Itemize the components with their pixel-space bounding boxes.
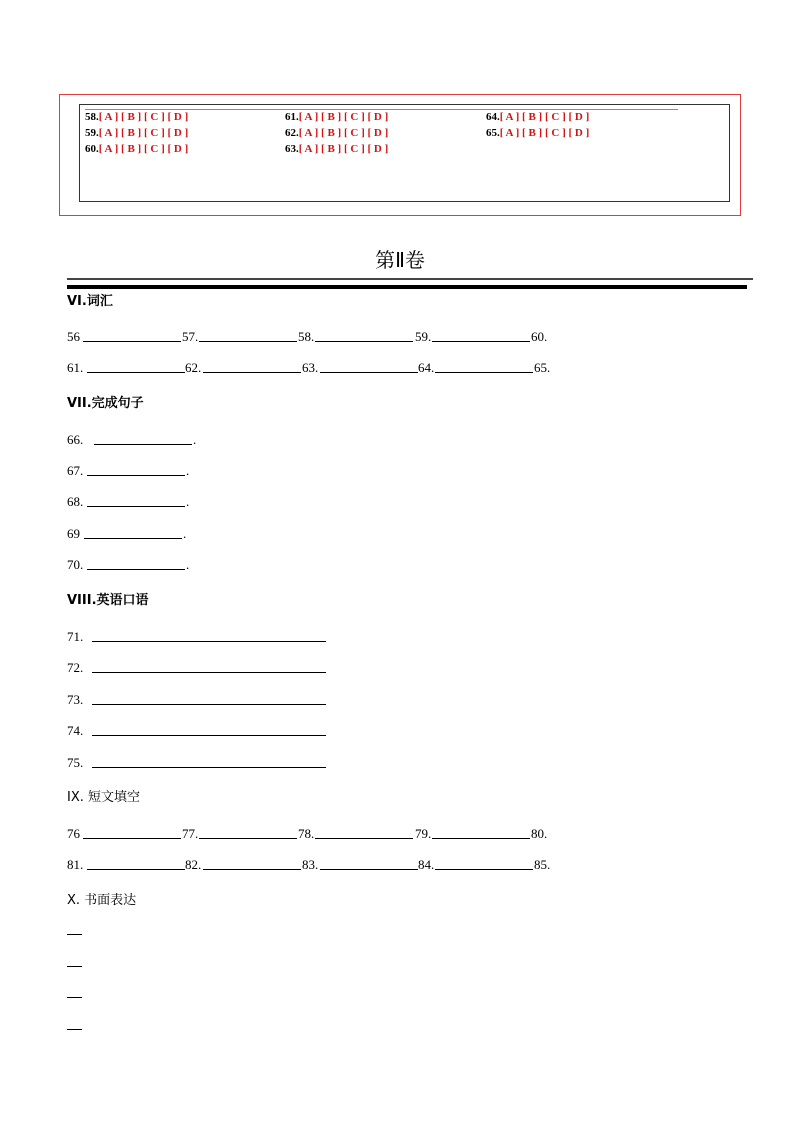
vocab-blank-59[interactable]: [432, 328, 530, 342]
cloze-label-85: 85.: [534, 857, 551, 872]
cloze-blank-82[interactable]: [203, 856, 301, 870]
sentence-label-67: 67.: [67, 463, 84, 478]
cloze-label-80: 80.: [531, 826, 548, 841]
cloze-label-84: 84.: [418, 857, 435, 872]
cloze-label-79: 79.: [415, 826, 432, 841]
vocab-blank-62[interactable]: [203, 359, 301, 373]
vocab-blank-61[interactable]: [87, 359, 185, 373]
choice-65[interactable]: 65.[ A ] [ B ] [ C ] [ D ]: [486, 127, 590, 139]
sentence-label-70: 70.: [67, 557, 84, 572]
cloze-label-77: 77.: [182, 826, 199, 841]
cloze-label-76: 76: [67, 826, 80, 841]
cloze-blank-76[interactable]: [83, 825, 181, 839]
cloze-blank-81[interactable]: [87, 856, 185, 870]
section-writing-heading: X. 书面表达: [67, 893, 137, 908]
cloze-blank-77[interactable]: [199, 825, 297, 839]
vocab-blank-57[interactable]: [199, 328, 297, 342]
sentence-blank-68[interactable]: [87, 493, 185, 507]
oral-label-75: 75.: [67, 755, 84, 770]
vocab-label-64: 64.: [418, 360, 435, 375]
cloze-label-81: 81.: [67, 857, 84, 872]
writing-line-3[interactable]: [67, 997, 82, 998]
choice-63[interactable]: 63.[ A ] [ B ] [ C ] [ D ]: [285, 143, 389, 155]
oral-label-72: 72.: [67, 660, 84, 675]
vocab-label-65: 65.: [534, 360, 551, 375]
sentence-blank-69[interactable]: [84, 525, 182, 539]
vocab-blank-63[interactable]: [320, 359, 418, 373]
cloze-blank-83[interactable]: [320, 856, 418, 870]
writing-line-1[interactable]: [67, 934, 82, 935]
writing-line-4[interactable]: [67, 1029, 82, 1030]
cloze-label-82: 82.: [185, 857, 202, 872]
volume-title: 第Ⅱ卷: [375, 248, 425, 272]
sentence-blank-67[interactable]: [87, 462, 185, 476]
vocab-label-58: 58.: [298, 329, 315, 344]
oral-blank-73[interactable]: [92, 691, 326, 705]
oral-label-71: 71.: [67, 629, 84, 644]
section-cloze-heading: IX. 短文填空: [67, 790, 141, 805]
choice-62[interactable]: 62.[ A ] [ B ] [ C ] [ D ]: [285, 127, 389, 139]
choice-59[interactable]: 59.[ A ] [ B ] [ C ] [ D ]: [85, 127, 189, 139]
oral-blank-72[interactable]: [92, 659, 326, 673]
vocab-label-59: 59.: [415, 329, 432, 344]
cloze-blank-84[interactable]: [435, 856, 533, 870]
title-rule-thick: [67, 285, 747, 289]
oral-blank-74[interactable]: [92, 722, 326, 736]
vocab-blank-56[interactable]: [83, 328, 181, 342]
cloze-blank-78[interactable]: [315, 825, 413, 839]
vocab-label-63: 63.: [302, 360, 319, 375]
section-sentences-heading: VII.完成句子: [67, 396, 144, 411]
vocab-label-62: 62.: [185, 360, 202, 375]
choice-64[interactable]: 64.[ A ] [ B ] [ C ] [ D ]: [486, 111, 590, 123]
answer-card-top-line: [85, 109, 678, 110]
sentence-label-66: 66.: [67, 432, 84, 447]
choice-61[interactable]: 61.[ A ] [ B ] [ C ] [ D ]: [285, 111, 389, 123]
choice-58[interactable]: 58.[ A ] [ B ] [ C ] [ D ]: [85, 111, 189, 123]
oral-label-73: 73.: [67, 692, 84, 707]
vocab-label-60: 60.: [531, 329, 548, 344]
sentence-blank-70[interactable]: [87, 556, 185, 570]
cloze-label-83: 83.: [302, 857, 319, 872]
sentence-period-69: .: [183, 526, 187, 541]
oral-blank-71[interactable]: [92, 628, 326, 642]
sentence-period-67: .: [186, 463, 190, 478]
choice-60[interactable]: 60.[ A ] [ B ] [ C ] [ D ]: [85, 143, 189, 155]
sentence-label-68: 68.: [67, 494, 84, 509]
vocab-label-56: 56: [67, 329, 80, 344]
sentence-period-68: .: [186, 494, 190, 509]
cloze-label-78: 78.: [298, 826, 315, 841]
vocab-label-57: 57.: [182, 329, 199, 344]
title-rule-thin: [67, 278, 753, 280]
vocab-blank-58[interactable]: [315, 328, 413, 342]
sentence-period-70: .: [186, 557, 190, 572]
writing-line-2[interactable]: [67, 966, 82, 967]
oral-label-74: 74.: [67, 723, 84, 738]
sentence-period-66: .: [193, 432, 197, 447]
sentence-label-69: 69: [67, 526, 80, 541]
vocab-label-61: 61.: [67, 360, 84, 375]
sentence-blank-66[interactable]: [94, 431, 192, 445]
section-oral-heading: VIII.英语口语: [67, 593, 149, 608]
cloze-blank-79[interactable]: [432, 825, 530, 839]
vocab-blank-64[interactable]: [435, 359, 533, 373]
section-vocab-heading: VI.词汇: [67, 294, 113, 309]
oral-blank-75[interactable]: [92, 754, 326, 768]
